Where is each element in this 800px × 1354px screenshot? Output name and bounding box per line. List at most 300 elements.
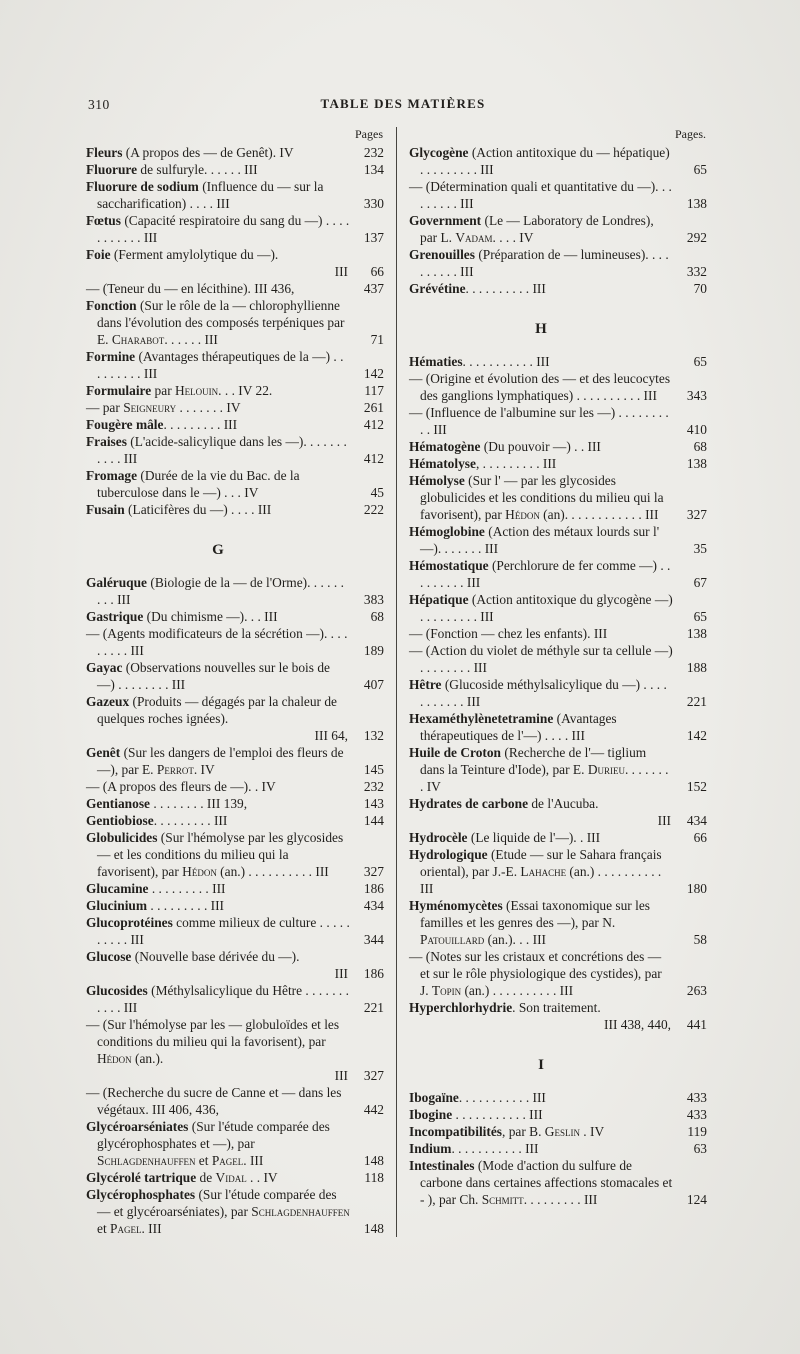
entry-term: Government (409, 213, 482, 228)
entry-page-number: 292 (686, 230, 707, 245)
entry-term: Gazeux (86, 694, 130, 709)
entry-page-number: 232 (363, 779, 384, 794)
index-entry (86, 178, 384, 212)
entry-text (86, 297, 354, 348)
entry-text-segment: (Durée de la vie du Bac. de la tuberculose dans le —) . . . IV (97, 468, 300, 500)
entry-text (86, 914, 354, 948)
entry-page-number: 221 (686, 694, 707, 709)
entry-text (86, 382, 354, 399)
author-name: Topin (431, 983, 462, 998)
entry-page-number: 71 (370, 332, 384, 347)
entry-term: Hydrates de carbone (409, 796, 529, 811)
entry-text-segment: — (Action du violet de méthyle sur ta cellule —) . . . . . . . . III (409, 643, 673, 675)
index-entry (86, 778, 384, 795)
entry-page-number: 221 (363, 1000, 384, 1015)
entry-text-segment: — (Teneur du — en lécithine). III 436, (86, 281, 295, 296)
entry-text-segment: (Avantages thérapeutiques de la —) . . . . . . . . . III (97, 349, 344, 381)
entry-text (409, 280, 677, 297)
entry-text (86, 880, 354, 897)
entry-text-segment: . . . . . . III (164, 332, 218, 347)
entry-term: Ibogaïne (409, 1090, 459, 1105)
entry-term: Hyperchlorhydrie (409, 1000, 513, 1015)
entry-text-segment: . III (141, 1221, 162, 1236)
entry-text (86, 246, 354, 280)
entry-text (86, 348, 354, 382)
entry-text (86, 744, 354, 778)
index-entry (86, 795, 384, 812)
index-entry (86, 897, 384, 914)
entry-text-segment: (Ferment amylolytique du —). (110, 247, 279, 262)
entry-text-segment: de sulfuryle. . . . . . III (137, 162, 258, 177)
entry-text (86, 1084, 354, 1118)
author-name: Patouillard (420, 932, 485, 947)
entry-text (409, 144, 677, 178)
entry-text (86, 812, 354, 829)
entry-text (409, 455, 677, 472)
entry-page-number: 186 (363, 881, 384, 896)
page-title: TABLE DES MATIÈRES (320, 96, 486, 111)
entry-text-segment: . . . . . . . . . III (163, 417, 238, 432)
entry-text (409, 1140, 677, 1157)
entry-text-segment: . . . . . . . . . . . III (458, 1090, 546, 1105)
index-entry (409, 370, 707, 404)
entry-text (86, 1186, 354, 1237)
entry-text (409, 948, 677, 999)
index-entry (409, 144, 707, 178)
entry-page-number: 45 (370, 485, 384, 500)
volume-ref: III (334, 966, 348, 981)
index-entry (409, 438, 707, 455)
author-name: Seigneury (123, 400, 177, 415)
entry-text-segment: . . . . . . . . . III (148, 881, 226, 896)
index-entry (409, 1157, 707, 1208)
entry-term: Glucosides (86, 983, 148, 998)
entry-term: Fonction (86, 298, 137, 313)
entry-page-number: 35 (693, 541, 707, 556)
entry-text-segment: de l'Aucuba. (528, 796, 599, 811)
column-body (409, 144, 707, 1208)
entry-text (409, 999, 677, 1033)
entry-page-number: 119 (687, 1124, 707, 1139)
index-entry (86, 382, 384, 399)
entry-page-number: 407 (363, 677, 384, 692)
entry-page-number: 124 (686, 1192, 707, 1207)
index-entry (86, 829, 384, 880)
index-entry (409, 212, 707, 246)
index-entry (409, 829, 707, 846)
entry-text-segment: . III (243, 1153, 264, 1168)
entry-term: Hématolyse (409, 456, 476, 471)
entry-text-segment: . . . . . . . . . . . III (462, 354, 550, 369)
entry-term: Hémolyse (409, 473, 465, 488)
index-entry (409, 404, 707, 438)
author-name: Charabot (111, 332, 165, 347)
entry-page-number: 132 (363, 728, 384, 743)
index-entry (409, 642, 707, 676)
entry-text-segment: (Action antitoxique du — hépatique) . . . . . . . . . III (420, 145, 670, 177)
entry-text (409, 642, 677, 676)
entry-term: Formulaire (86, 383, 152, 398)
index-entry (86, 467, 384, 501)
entry-text-segment: . . . . IV (492, 230, 534, 245)
entry-text (86, 212, 354, 246)
index-entry (409, 455, 707, 472)
entry-term: Glycéroarséniates (86, 1119, 189, 1134)
entry-page-number: 66 (693, 830, 707, 845)
index-entry (409, 710, 707, 744)
entry-page-number: 433 (686, 1107, 707, 1122)
entry-text (409, 1123, 677, 1140)
entry-page-number: 142 (363, 366, 384, 381)
entry-text-segment: — (Origine et évolution des — et des leucocytes des ganglions lymphatiques) . . . . . . . . . . III (409, 371, 671, 403)
entry-term: Hêtre (409, 677, 442, 692)
entry-text-segment: . . . . . . . . . . . III (452, 1107, 543, 1122)
entry-term: Hématogène (409, 439, 481, 454)
entry-text (86, 982, 354, 1016)
entry-text-segment: (Biologie de la — de l'Orme). . . . . . . . . III (97, 575, 344, 607)
entry-page-number: 186 (363, 966, 384, 981)
entry-page-number: 137 (363, 230, 384, 245)
section-heading-h: H (535, 321, 547, 337)
entry-page-number: 138 (686, 456, 707, 471)
entry-text-segment: (Nouvelle base dérivée du —). (131, 949, 300, 964)
entry-term: Hyménomycètes (409, 898, 503, 913)
entry-text-segment: . . . . . . . . . III (523, 1192, 598, 1207)
entry-term: Indium (409, 1141, 452, 1156)
entry-term: Glycogène (409, 145, 469, 160)
entry-text-segment: (Sur l' — par les glycosides globulicides et les conditions du milieu qui la favorisent), par (420, 473, 664, 522)
entry-text (409, 897, 677, 948)
entry-text-segment: . . . . . . . . IV (420, 762, 669, 794)
index-entry (86, 1016, 384, 1084)
index-entry (86, 948, 384, 982)
entry-text (409, 710, 677, 744)
author-name: Schlagdenhauffen (251, 1204, 350, 1219)
entry-text (86, 1118, 354, 1169)
entry-text (86, 178, 354, 212)
volume-ref: III 438, 440, (604, 1017, 671, 1032)
author-name: Schmitt (481, 1192, 524, 1207)
entry-term: Foie (86, 247, 111, 262)
entry-page-number: 118 (364, 1170, 384, 1185)
entry-text-segment: — (Détermination quali et quantitative du —). . . . . . . . . III (409, 179, 672, 211)
index-entry (86, 348, 384, 382)
index-entry (409, 1123, 707, 1140)
author-name: Lahache (520, 864, 567, 879)
entry-text-segment: — (Recherche du sucre de Canne et — dans les végétaux. III 406, 436, (86, 1085, 342, 1117)
entry-text-segment: (an). . . . . . . . . . . . III (539, 507, 659, 522)
entry-page-number: 344 (363, 932, 384, 947)
index-entry (86, 693, 384, 744)
entry-term: Incompatibilités (409, 1124, 502, 1139)
index-entry (409, 246, 707, 280)
entry-page-number: 437 (363, 281, 384, 296)
index-entry (409, 591, 707, 625)
entry-page-number: 232 (363, 145, 384, 160)
entry-text (409, 1157, 677, 1208)
entry-text (409, 744, 677, 795)
entry-term: Glucose (86, 949, 132, 964)
index-entry (86, 297, 384, 348)
entry-page-number: 66 (370, 264, 384, 279)
entry-term: Glucoprotéines (86, 915, 173, 930)
entry-term: Glycérophosphates (86, 1187, 196, 1202)
entry-page-number: 65 (693, 354, 707, 369)
entry-text (409, 795, 677, 829)
author-name: Durieu (587, 762, 625, 777)
entry-text (409, 353, 677, 370)
entry-text-segment: (A propos des — de Genêt). IV (122, 145, 294, 160)
index-entry (86, 1186, 384, 1237)
entry-text (86, 433, 354, 467)
entry-page-number: 222 (363, 502, 384, 517)
index-entry (409, 523, 707, 557)
entry-text (86, 467, 354, 501)
entry-page-number: 327 (363, 864, 384, 879)
entry-text-segment: (Sur les dangers de l'emploi des fleurs de —), par E. (97, 745, 344, 777)
entry-text-segment: (Méthylsalicylique du Hêtre . . . . . . . . . . . III (97, 983, 349, 1015)
entry-page-number: 180 (686, 881, 707, 896)
entry-text (409, 591, 677, 625)
entry-text-segment: (Le liquide de l'—). . III (467, 830, 601, 845)
entry-page-number: 70 (693, 281, 707, 296)
entry-text (409, 370, 677, 404)
entry-text-segment: et (97, 1221, 111, 1236)
index-entry (409, 472, 707, 523)
entry-text-segment: — (Sur l'hémolyse par les — globuloïdes et les conditions du milieu qui la favorisent), par (86, 1017, 340, 1049)
entry-term: Hémostatique (409, 558, 489, 573)
index-entry (86, 433, 384, 467)
entry-page-number: 189 (363, 643, 384, 658)
entry-text-segment: et (195, 1153, 212, 1168)
entry-text-segment: . . . . . . . . . . . III (451, 1141, 539, 1156)
entry-text-segment: (Du chimisme —). . . III (143, 609, 278, 624)
entry-text (86, 795, 354, 812)
index-entry (86, 880, 384, 897)
index-entry (409, 557, 707, 591)
entry-term: Fraises (86, 434, 127, 449)
author-name: Vidal (215, 1170, 247, 1185)
entry-text (86, 829, 354, 880)
pages-label-left: Pages (355, 127, 383, 141)
entry-page-number: 412 (363, 451, 384, 466)
left-column (86, 127, 384, 1237)
entry-page-number: 327 (686, 507, 707, 522)
author-name: Schlagdenhauffen (97, 1153, 196, 1168)
entry-text-segment: (L'acide-salicylique dans les —). . . . . . . . . . . III (97, 434, 347, 466)
page-header (86, 96, 720, 114)
index-entry (86, 982, 384, 1016)
entry-text (409, 246, 677, 280)
entry-text (409, 212, 677, 246)
entry-page-number: 63 (693, 1141, 707, 1156)
entry-text-segment: (Essai taxonomique sur les familles et les genres des —), par N. (420, 898, 650, 930)
entry-text-segment: , . . . . . . . . . III (475, 456, 557, 471)
entry-text-segment: (Perchlorure de fer comme —) . . . . . . . . . III (420, 558, 671, 590)
entry-text-segment: (Le — Laboratory de Londres), par L. (420, 213, 654, 245)
entry-term: Galéruque (86, 575, 148, 590)
entry-page-number: 138 (686, 626, 707, 641)
entry-text-segment: (an.) . . . . . . . . . . III (420, 864, 662, 896)
entry-page-number: 67 (693, 575, 707, 590)
index-entry (409, 999, 707, 1033)
entry-text-segment: . . . . . . . . III 139, (149, 796, 248, 811)
entry-page-number: 327 (363, 1068, 384, 1083)
section-heading-g: G (212, 542, 224, 558)
entry-term: Formine (86, 349, 136, 364)
entry-text-segment: (Sur le rôle de la — chlorophyllienne dans l'évolution des composés terpéniques par E. (97, 298, 345, 347)
entry-text (409, 178, 677, 212)
entry-text-segment: — (Agents modificateurs de la sécrétion —). . . . . . . . . III (86, 626, 348, 658)
index-columns (86, 127, 720, 1237)
entry-page-number: 383 (363, 592, 384, 607)
index-entry (409, 795, 707, 829)
entry-text (86, 1169, 354, 1186)
entry-text-segment: (Capacité respiratoire du sang du —) . . . . . . . . . . . III (97, 213, 350, 245)
entry-page-number: 330 (363, 196, 384, 211)
pages-label-right: Pages. (675, 127, 706, 141)
author-name: Hédon (182, 864, 217, 879)
index-entry (86, 246, 384, 280)
author-name: Pagel (110, 1221, 142, 1236)
entry-page-number: 332 (686, 264, 707, 279)
entry-page-number: 68 (693, 439, 707, 454)
index-entry (86, 914, 384, 948)
volume-ref: III (334, 264, 348, 279)
entry-text-segment: . . . . . . . . . III (147, 898, 225, 913)
entry-term: Hydrocèle (409, 830, 468, 845)
entry-text-segment: . . . . . . . . . . III (465, 281, 546, 296)
index-entry (86, 625, 384, 659)
entry-page-number: 65 (693, 609, 707, 624)
entry-text (86, 1016, 354, 1084)
entry-term: Hexaméthylènetetramine (409, 711, 554, 726)
entry-text-segment: (Sur l'hémolyse par les glycosides — et les conditions du milieu qui la favorisent), par (97, 830, 344, 879)
index-entry (86, 212, 384, 246)
entry-text (86, 161, 354, 178)
entry-text (86, 416, 354, 433)
entry-page-number: 148 (363, 1153, 384, 1168)
entry-text (86, 280, 354, 297)
entry-text-segment: (an.). . . III (484, 932, 546, 947)
index-entry (86, 744, 384, 778)
column-divider (396, 127, 397, 1237)
index-entry (86, 144, 384, 161)
entry-text (86, 399, 354, 416)
entry-text (409, 557, 677, 591)
entry-page-number: 145 (363, 762, 384, 777)
entry-text (86, 897, 354, 914)
entry-term: Grenouilles (409, 247, 475, 262)
entry-text-segment: (Produits — dégagés par la chaleur de quelques roches ignées). (97, 694, 337, 726)
entry-term: Hématies (409, 354, 463, 369)
entry-text-segment: (Mode d'action du sulfure de carbone dans certaines affections stomacales et - ), par Ch. (420, 1158, 673, 1207)
entry-term: Hydrologique (409, 847, 488, 862)
author-name: Perrot (156, 762, 194, 777)
entry-term: Hépatique (409, 592, 469, 607)
column-body (86, 144, 384, 1237)
entry-text-segment: par (151, 383, 175, 398)
entry-page-number: 148 (363, 1221, 384, 1236)
entry-text-segment: . IV (579, 1124, 605, 1139)
entry-text (409, 523, 677, 557)
index-entry (409, 178, 707, 212)
volume-ref: III (334, 1068, 348, 1083)
entry-text-segment: (Préparation de — lumineuses). . . . . . . . . . III (420, 247, 669, 279)
entry-term: Fusain (86, 502, 125, 517)
entry-text (409, 1089, 677, 1106)
index-entry (409, 1140, 707, 1157)
entry-text (409, 625, 677, 642)
entry-text-segment: (Action antitoxique du glycogène —) . . . . . . . . . III (420, 592, 673, 624)
entry-page-number: 138 (686, 196, 707, 211)
entry-text-segment: (Action des métaux lourds sur l' —). . . . . . . III (420, 524, 660, 556)
index-entry (86, 659, 384, 693)
entry-text-segment: (Du pouvoir —) . . III (480, 439, 601, 454)
section-heading-i: I (538, 1057, 544, 1073)
index-entry (409, 676, 707, 710)
entry-page-number: 117 (364, 383, 384, 398)
index-entry (86, 416, 384, 433)
entry-page-number: 144 (363, 813, 384, 828)
author-name: Geslin (544, 1124, 580, 1139)
entry-term: Gentianose (86, 796, 150, 811)
entry-page-number: 261 (363, 400, 384, 415)
entry-text-segment: (Influence du — sur la saccharification) . . . . III (97, 179, 324, 211)
index-entry (86, 812, 384, 829)
volume-ref: III (657, 813, 671, 828)
entry-page-number: 134 (363, 162, 384, 177)
index-entry (86, 161, 384, 178)
entry-page-number: 442 (363, 1102, 384, 1117)
entry-text-segment: . . . . . . . IV (176, 400, 241, 415)
entry-text-segment: — (Fonction — chez les enfants). III (409, 626, 608, 641)
entry-page-number: 68 (370, 609, 384, 624)
entry-term: Hémoglobine (409, 524, 485, 539)
entry-text (86, 144, 354, 161)
entry-text-segment: . . IV (246, 1170, 278, 1185)
entry-text-segment: (Sur l'étude comparée des — et glycéroarséniates), par (97, 1187, 337, 1219)
index-entry (86, 501, 384, 518)
entry-text-segment: — (Influence de l'albumine sur les —) . . . . . . . . . . III (409, 405, 669, 437)
entry-text-segment: (Observations nouvelles sur le bois de —) . . . . . . . . III (97, 660, 330, 692)
index-entry (409, 744, 707, 795)
index-entry (409, 353, 707, 370)
entry-term: Ibogine (409, 1107, 453, 1122)
entry-text-segment: . Son traitement. (512, 1000, 601, 1015)
author-name: Pagel (211, 1153, 244, 1168)
index-entry (409, 1106, 707, 1123)
entry-page-number: 142 (686, 728, 707, 743)
entry-term: Gayac (86, 660, 123, 675)
index-entry (86, 280, 384, 297)
author-name: Hédon (505, 507, 540, 522)
entry-text (409, 472, 677, 523)
entry-text (409, 846, 677, 897)
entry-text-segment: . IV (193, 762, 215, 777)
author-name: Helouin (175, 383, 219, 398)
entry-text-segment: — (Notes sur les cristaux et concrétions des — et sur le rôle physiologique des cystides), par J. (409, 949, 662, 998)
entry-term: Intestinales (409, 1158, 475, 1173)
entry-page-number: 441 (686, 1017, 707, 1032)
entry-term: Glucinium (86, 898, 148, 913)
entry-text (86, 574, 354, 608)
entry-text-segment: (Glucoside méthylsalicylique du —) . . . . . . . . . . . III (420, 677, 667, 709)
index-entry (86, 574, 384, 608)
entry-term: Gastrique (86, 609, 144, 624)
entry-text-segment: (an.) . . . . . . . . . . III (461, 983, 574, 998)
index-entry (409, 948, 707, 999)
